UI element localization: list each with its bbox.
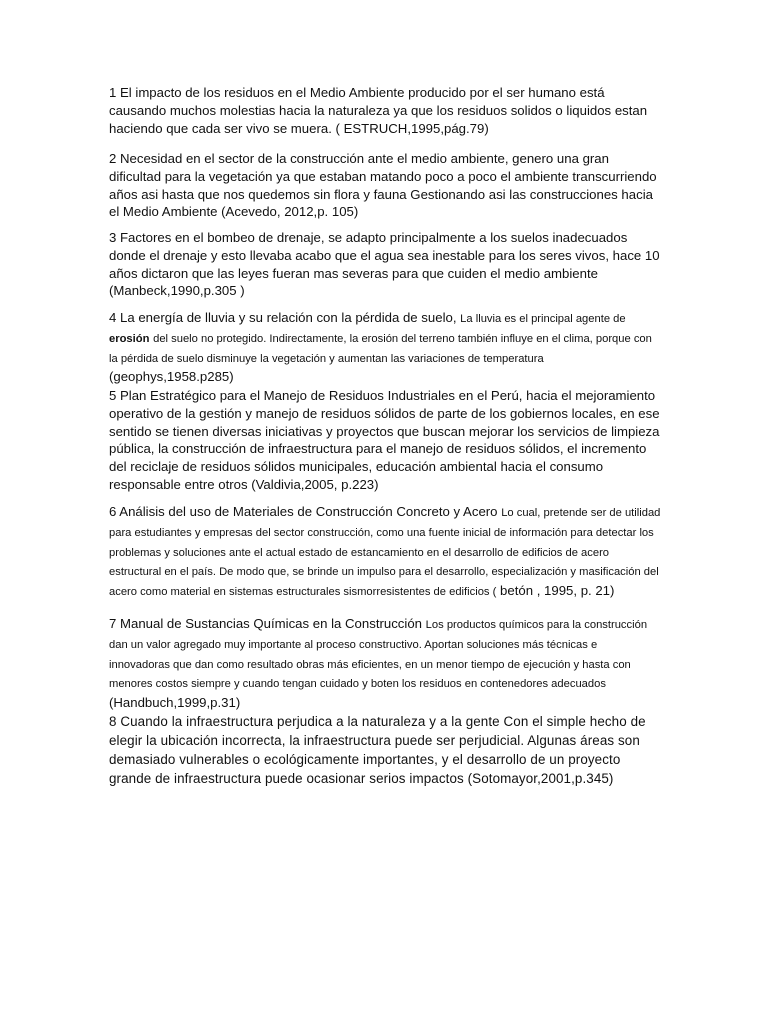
paragraph-7-body: Los productos químicos para la construcción dan un valor agregado muy importante al proceso constructivo. Aportan soluciones más técnicas e innovadoras que dan como resultado obras más eficientes, en un menor tiempo de ejecución y hasta con menores costos siempre y cuando tengan cuidado y boten los residuos en contenedores adecuados xyxy=(109,619,648,691)
paragraph-4-body-a: La lluvia es el principal agente de xyxy=(460,313,626,325)
paragraph-7-citation: (Handbuch,1999,p.31) xyxy=(109,695,241,711)
paragraph-5: 5 Plan Estratégico para el Manejo de Residuos Industriales en el Perú, hacia el mejoramiento operativo de la gestión y manejo de residuos sólidos de parte de los gobiernos locales, en ese sentido se tienen diversas iniciativas y proyectos que buscan mejorar los servicios de limpieza pública, la construcción de infraestructura para el manejo de residuos sólidos, el incremento del reciclaje de residuos sólidos municipales, educación ambiental hacia el consumo responsable entre otros (Valdivia,2005, p.223) xyxy=(109,388,660,492)
paragraph-7-heading: 7 Manual de Sustancias Químicas en la Construcción xyxy=(109,616,422,631)
paragraph-4-citation: (geophys,1958.p285) xyxy=(109,369,234,385)
paragraph-2: 2 Necesidad en el sector de la construcción ante el medio ambiente, genero una gran dificultad para la vegetación ya que estaban matando poco a poco el ambiente transcurriendo años asi hasta que nos quedemos sin flora y fauna Gestionando asi las construcciones hacia el Medio Ambiente (Acevedo, 2012,p. 105) xyxy=(109,151,657,220)
paragraph-1: 1 El impacto de los residuos en el Medio Ambiente producido por el ser humano está causando muchos molestias hacia la naturaleza ya que los residuos solidos o liquidos estan haciendo que cada ser vivo se muera. ( ESTRUCH,1995,pág.79) xyxy=(109,85,648,136)
paragraph-4 xyxy=(109,309,661,386)
paragraph-6-heading: 6 Análisis del uso de Materiales de Construcción Concreto y Acero xyxy=(109,504,498,519)
paragraph-6-citation: betón , 1995, p. 21) xyxy=(500,583,615,599)
paragraph-6 xyxy=(109,503,661,602)
paragraph-7 xyxy=(109,615,661,712)
paragraph-6-body: Lo cual, pretende ser de utilidad para estudiantes y empresas del sector construcción, como una fuente inicial de información para detectar los problemas y soluciones ante el actual estado de estancamiento en el desarrollo de edificios de acero estructural en el país. De modo que, se brinde un impulso para el desarrollo, especialización y masificación del acero como material en sistemas estructurales sismorresistentes de edificios ( xyxy=(109,507,661,599)
paragraph-3: 3 Factores en el bombeo de drenaje, se adapto principalmente a los suelos inadecuados donde el drenaje y esto llevaba acabo que el agua sea inestable para los seres vivos, hace 10 años dictaron que las leyes fueran mas severas para que cuiden el medio ambiente (Manbeck,1990,p.305 ) xyxy=(109,230,660,299)
paragraph-4-bold-word: erosión xyxy=(109,332,150,345)
paragraph-4-body-b: del suelo no protegido. Indirectamente, la erosión del terreno también influye en el clima, porque con la pérdida de suelo disminuye la vegetación y aumentan las variaciones de temperatura xyxy=(109,332,652,365)
paragraph-8: 8 Cuando la infraestructura perjudica a la naturaleza y a la gente Con el simple hecho de elegir la ubicación incorrecta, la infraestructura puede ser perjudicial. Algunas áreas son demasiado vulnerables o ecológicamente importantes, y el desarrollo de un proyecto grande de infraestructura puede ocasionar serios impactos (Sotomayor,2001,p.345) xyxy=(109,714,646,786)
paragraph-4-heading: 4 La energía de lluvia y su relación con la pérdida de suelo, xyxy=(109,310,457,325)
